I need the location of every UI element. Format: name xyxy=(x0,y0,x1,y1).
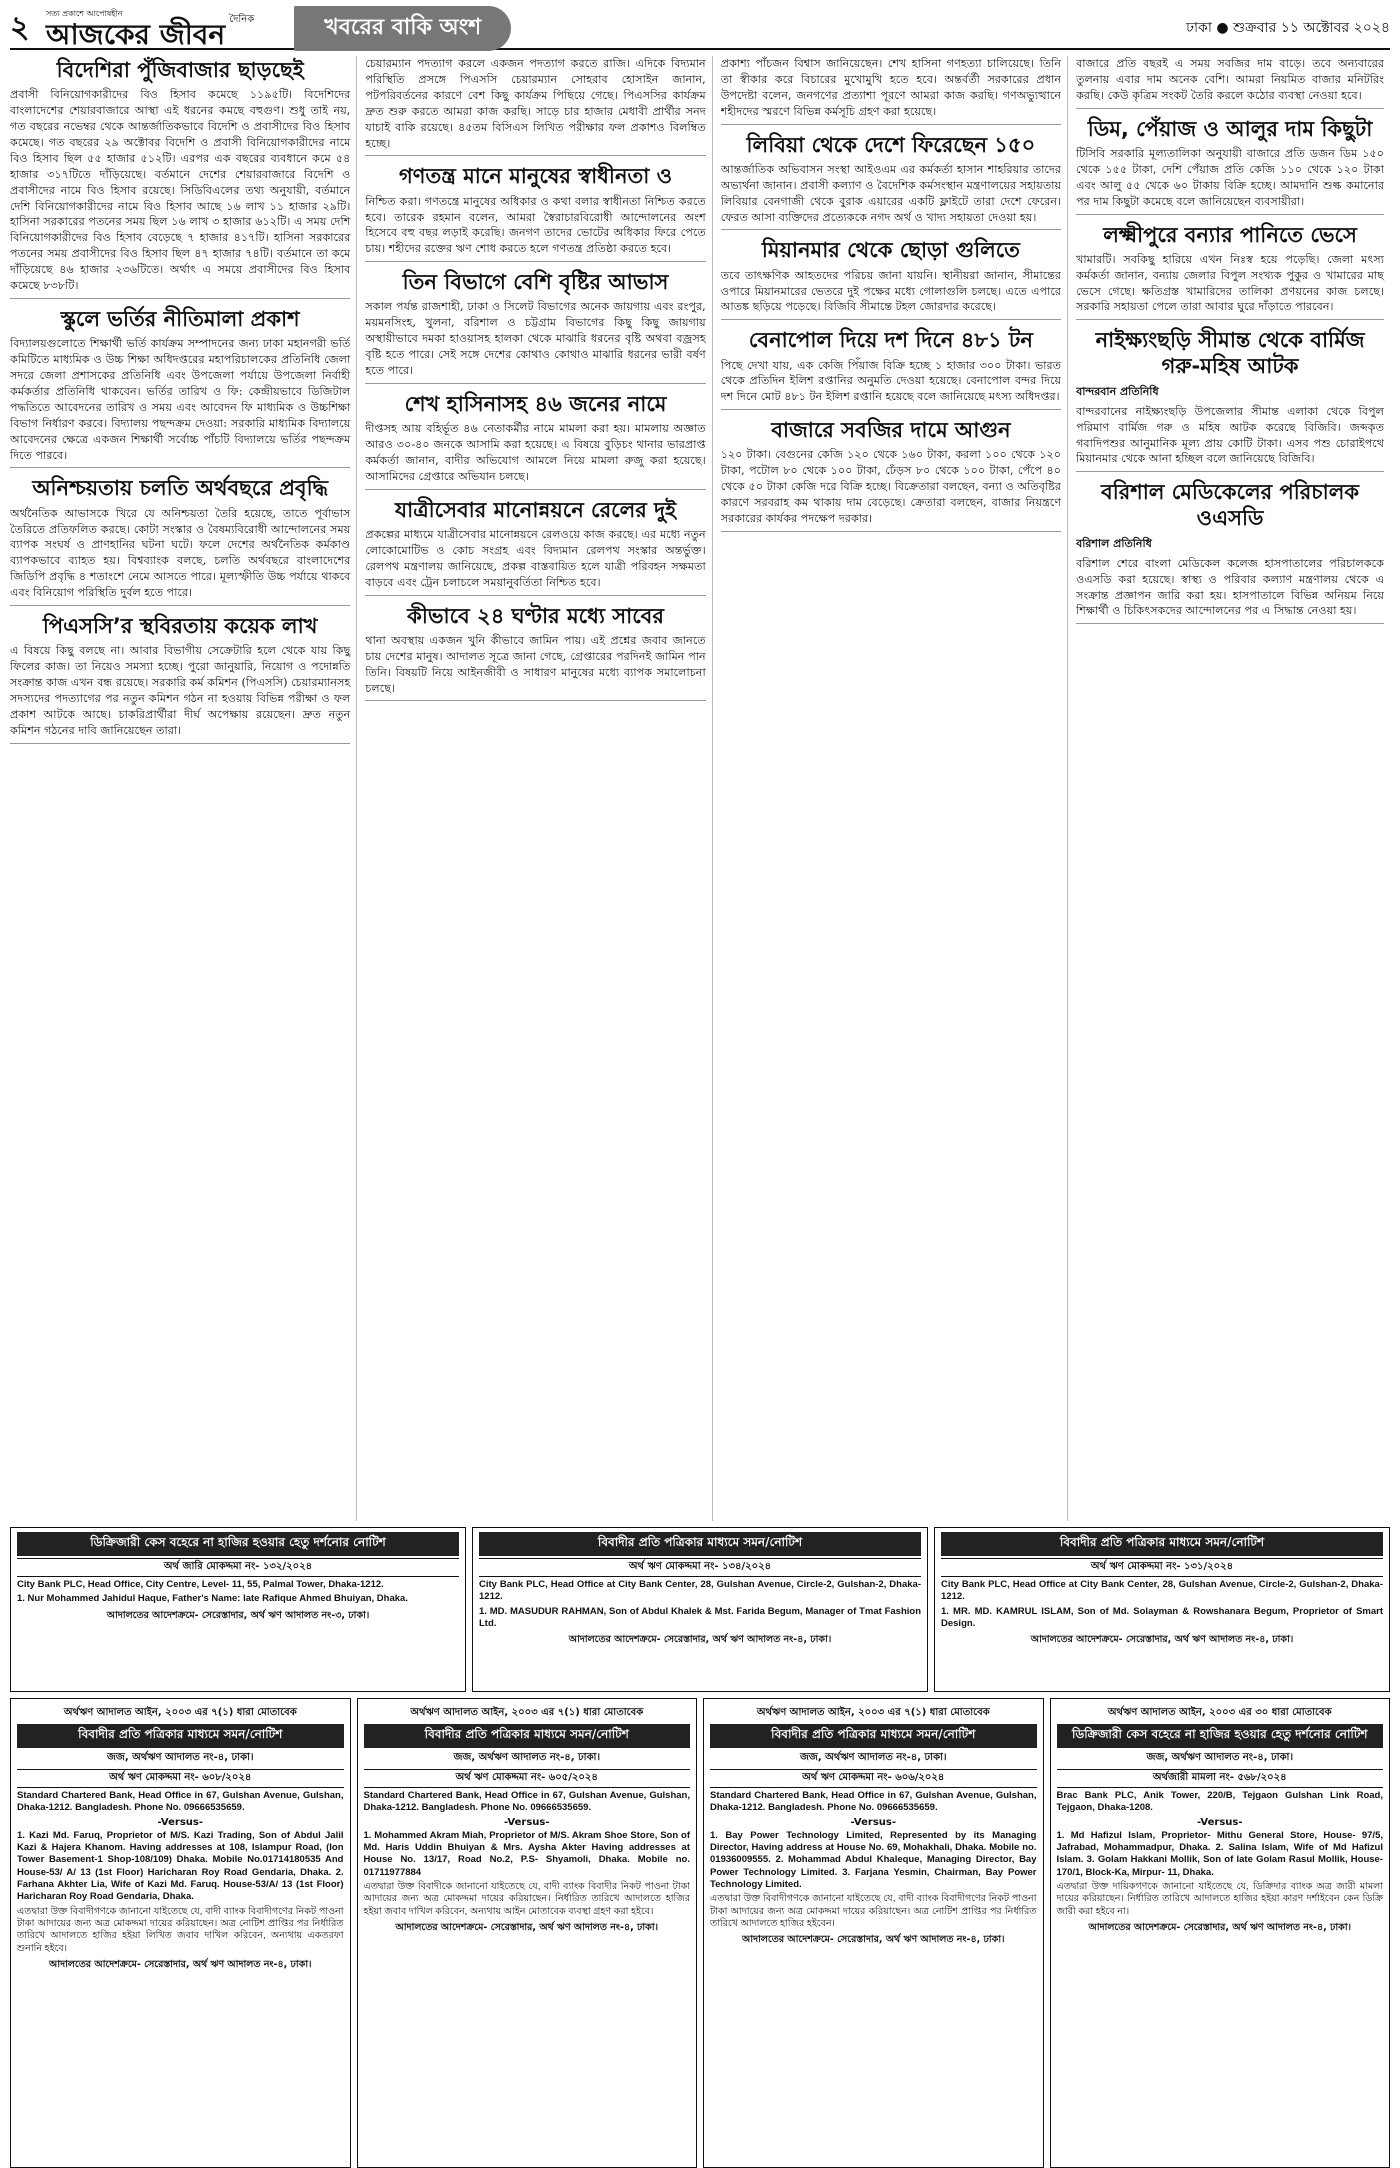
notice-case-number: অর্থ ঋণ মোকদ্দমা নং- ১৩৪/২০২৪ xyxy=(479,1558,921,1577)
story-body: চেয়ারম্যান পদত্যাগ করলে একজন পদত্যাগ করতে রাজি। এদিকে বিদ্যমান পরিস্থিতি প্রসঙ্গে পিএসসি চেয়ারম্যান সোহরাব হোসাইন জানান, পটপরিবর্তনের কারণে বেশ কিছু কার্যক্রম পিছিয়ে গেছে। পিএসসির কার্যক্রম দ্রুত শুরু করতে আমরা কাজ করছি। সাড়ে চার হাজার মেধাবী প্রার্থীর সনদ যাচাই বাকি রয়েছে। ৪৫তম বিসিএস লিখিত পরীক্ষার ফল প্রকাশও বিলম্বিত হচ্ছে। xyxy=(365,57,706,150)
notice-defendant: 1. MD. MASUDUR RAHMAN, Son of Abdul Khalek & Mst. Farida Begum, Manager of Tmat Fashion Ltd. xyxy=(479,1605,921,1630)
section-banner: খবরের বাকি অংশ xyxy=(294,6,511,51)
story-body: খামারটি। সবকিছু হারিয়ে এখন নিঃস্ব হয়ে পড়েছি। জেলা মৎস্য কর্মকর্তা জানান, বন্যায় জেলার বিপুল সংখ্যক পুকুর ও খামারের মাছ ভেসে গেছে। ক্ষতিগ্রস্ত খামারিদের তালিকা প্রণয়নের কাজ চলছে। সরকারি সহায়তা পেলে তারা আবার ঘুরে দাঁড়াতে পারবেন। xyxy=(1076,252,1385,314)
legal-notice xyxy=(934,1527,1390,1692)
notice-title: বিবাদীর প্রতি পত্রিকার মাধ্যমে সমন/নোটিশ xyxy=(710,1724,1037,1748)
notice-defendant: 1. Bay Power Technology Limited, Represented by its Managing Director, Having address at House No. 69, Mohakhali, Dhaka. Mobile no. 01936009555. 2. Mohammad Abdul Khaleque, Managing Director, Bay Power Technology Limited. 3. Farjana Yesmin, Chairman, Bay Power Technology Limited. xyxy=(710,1829,1037,1891)
news-story xyxy=(365,392,705,490)
news-story xyxy=(10,58,350,299)
news-story xyxy=(1076,117,1384,215)
news-story xyxy=(365,270,705,384)
story-headline[interactable]: বাজারে সবজির দামে আগুন xyxy=(771,418,1011,443)
news-story xyxy=(721,56,1061,125)
story-headline[interactable]: মিয়ানমার থেকে ছোড়া গুলিতে xyxy=(761,238,1020,263)
story-headline[interactable]: লিবিয়া থেকে দেশে ফিরেছেন ১৫০ xyxy=(746,132,1036,157)
notice-defendant: 1. Nur Mohammed Jahidul Haque, Father's Name: late Rafique Ahmed Bhuiyan, Dhaka. xyxy=(17,1593,408,1605)
story-body: সকাল পর্যন্ত রাজশাহী, ঢাকা ও সিলেট বিভাগের অনেক জায়গায় এবং রংপুর, ময়মনসিংহ, খুলনা, বরিশাল ও চট্টগ্রাম বিভাগের কিছু কিছু জায়গায় অস্থায়ীভাবে দমকা হাওয়াসহ হালকা থেকে মাঝারি ধরনের বৃষ্টি অথবা বজ্রসহ বৃষ্টি হতে পারে। সেই সঙ্গে দেশের কোথাও কোথাও মাঝারি ধরনের ভারী বর্ষণ হতে পারে। xyxy=(365,300,706,378)
notice-versus: -Versus- xyxy=(503,1816,550,1828)
story-body: প্রবাসী বিনিয়োগকারীদের বিও হিসাব কমেছে ১১৯৫টি। বিদেশিদের বাংলাদেশের শেয়ারবাজারে আস্থা এই ধরনের কমছে বহুগুণ। শুধু তাই নয়, গত বছরের নভেম্বর থেকে আন্তর্জাতিকভাবে বিদেশি ও প্রবাসীদের বিও হিসাব কমেছে। গত বছরের ২৯ অক্টোবর বিদেশি ও প্রবাসী বিনিয়োগকারীদের নামে বিও হিসাব ছিল ৫৫ হাজার ৫১২টি। এরপর এক বছরের ব্যবধানে কমে ৫৪ হাজার ৩১৭টিতে দাঁড়িয়েছে। বর্তমানে দেশের শেয়ারবাজারে বিদেশি ও প্রবাসীদের নামে বিও হিসাব রয়েছে। সিডিবিএলের তথ্য অনুযায়ী, বর্তমানে দেশি বিনিয়োগকারীদের নামে বিও হিসাব আছে ১৬ লাখ ১১ হাজার ২৯টি। হাসিনা সরকারের পতনের সময় ছিল ১৬ লাখ ৩ হাজার ৬১২টি। এ সময় দেশি বিনিয়োগকারীদের বিও হিসাব বেড়েছে ৭ হাজার ৪১৭টি। হাসিনা সরকারের পতনের সময় প্রবাসীদের বিও হিসাব ছিল ৪৭ হাজার ৭৪টি। বর্তমানে তা কমে দাঁড়িয়েছে ৪৬ হাজার ২৩৬টিতে। অর্থাৎ এ সময়ে প্রবাসীদের বিও হিসাব কমেছে ৮৩৮টি। xyxy=(10,88,351,293)
notice-court-name: জজ, অর্থঋণ আদালত নং-৪, ঢাকা। xyxy=(799,1752,947,1763)
story-headline[interactable]: ডিম, পেঁয়াজ ও আলুর দাম কিছুটা xyxy=(1087,116,1373,141)
notice-defendant: 1. Md Hafizul Islam, Proprietor- Mithu General Store, House- 97/5, Jafrabad, Mohammadpur, Dhaka. 2. Salina Islam, Wife of Md Hafizul Islam. 3. Golam Hakkani Mollik, Son of late Golam Rasul Mollik, House- 170/1, Block-Ka, Mirpur- 11, Dhaka. xyxy=(1056,1829,1383,1878)
notice-law: অর্থঋণ আদালত আইন, ২০০৩ এর ৭(১) ধারা মোতাবেক xyxy=(410,1707,644,1718)
news-story xyxy=(10,614,350,744)
notice-title: ডিক্রিজারী কেস বহেরে না হাজির হওয়ার হেতু দর্শনোর নোটিশ xyxy=(1057,1724,1384,1748)
story-headline[interactable]: লক্ষ্মীপুরে বন্যার পানিতে ভেসে xyxy=(1103,222,1357,247)
story-body: প্রকাশ্য পাঁচজন বিশ্বাস জানিয়েছেন। শেখ হাসিনা গণহত্যা চালিয়েছে। তিনি তা স্বীকার করে বিচারের মুখোমুখি হতে হবে। অন্তর্বর্তী সরকারের প্রধান উপদেষ্টা বলেন, জনগণের প্রত্যাশা পূরণে আমরা কাজ করছি। গণঅভ্যুত্থানে শহীদদের স্মরণে বিভিন্ন কর্মসূচি গ্রহণ করা হয়েছে। xyxy=(720,57,1062,118)
story-headline[interactable]: বিদেশিরা পুঁজিবাজার ছাড়ছেই xyxy=(56,58,304,82)
story-body: ১২০ টাকা। বেগুনের কেজি ১২০ থেকে ১৬০ টাকা, করলা ১০০ থেকে ১২০ টাকা, পটোল ৮০ থেকে ১০০ টাকা, ঢেঁড়স ৮০ থেকে ১০০ টাকা, পেঁপে ৪০ থেকে ৫০ টাকা কেজি দরে বিক্রি হচ্ছে। বিক্রেতারা বলছেন, বন্যা ও অতিবৃষ্টির কারণে সরবরাহ কম থাকায় দাম বেড়েছে। ক্রেতারা বলছেন, বাজার নিয়ন্ত্রণে সরকারের কার্যকর পদক্ষেপ দরকার। xyxy=(720,448,1062,526)
story-body: বরিশাল শেরে বাংলা মেডিকেল কলেজ হাসপাতালের পরিচালককে ওএসডি করা হয়েছে। স্বাস্থ্য ও পরিবার কল্যাণ মন্ত্রণালয় থেকে এ সংক্রান্ত প্রজ্ঞাপন জারি করা হয়। হাসপাতালে বিভিন্ন অনিয়ম নিয়ে শিক্ষার্থী ও চিকিৎসকদের আন্দোলনের পর এ সিদ্ধান্ত নেওয়া হয়। xyxy=(1076,556,1385,618)
notice-versus: -Versus- xyxy=(1196,1816,1243,1828)
news-story xyxy=(365,498,705,596)
notice-case-number: অর্থ ঋণ মোকদ্দমা নং- ৬০৮/২০২৪ xyxy=(17,1769,344,1788)
notice-defendant: 1. Kazi Md. Faruq, Proprietor of M/S. Kazi Trading, Son of Abdul Jalil Kazi & Hajera Khanom. Having addresses at 108, Islampur Road, (Ion Tower Basement-1 Shop-108/109) Dhaka. Mobile No.01714180535 And House-53/ A/ 13 (1st Floor) Haricharan Roy Road Gendaria, Dhaka. 2. Farhana Akhter Lia, Wife of Kazi Md. Faruq. House-53/A/ 13 (1st Floor) Haricharan Roy Road Gendaria, Dhaka. xyxy=(17,1829,344,1903)
notice-versus: -Versus- xyxy=(850,1816,896,1828)
notice-plaintiff: City Bank PLC, Head Office, City Centre, Level- 11, 55, Palmal Tower, Dhaka-1212. xyxy=(17,1579,384,1590)
story-headline[interactable]: নাইক্ষ্যংছড়ি সীমান্ত থেকে বার্মিজ গরু-মহিষ আটক xyxy=(1095,328,1365,378)
story-headline[interactable]: যাত্রীসেবার মানোন্নয়নে রেলের দুই xyxy=(395,497,677,522)
story-body: বান্দরবানের নাইক্ষ্যংছড়ি উপজেলার সীমান্ত এলাকা থেকে বিপুল পরিমাণ বার্মিজ গরু ও মহিষ আটক করেছে বিজিবি। জব্দকৃত গবাদিপশুর আনুমানিক মূল্য প্রায় কোটি টাকা। এসব পশু চোরাইপথে মিয়ানমার থেকে আনা হচ্ছিল বলে জানিয়েছে বিজিবি। xyxy=(1076,404,1385,466)
legal-notice xyxy=(703,1698,1044,2168)
news-story xyxy=(1076,480,1384,624)
story-body: অর্থনৈতিক আভাসকে খিরে যে অনিশ্চয়তা তৈরি হয়েছে, তাতে পূর্বাভাস তৈরিতে প্রতিফলিত করছে। কোটা সংস্কার ও বৈষম্যবিরোধী আন্দোলনের সময় ব্যাপক সংঘর্ষ ও প্রাণহানির ঘটনা ঘটে। ফলে দেশের অর্থনৈতিক কর্মকাণ্ড ব্যাপকভাবে ব্যাহত হয়। বিশ্বব্যাংক বলছে, চলতি অর্থবছরে বাংলাদেশের জিডিপি প্রবৃদ্ধি ৪ শতাংশে নেমে আসতে পারে। মূল্যস্ফীতি উচ্চ পর্যায়ে থাকবে এবং বিনিয়োগ পরিস্থিতি দুর্বল হতে পারে। xyxy=(10,506,351,600)
story-body: টিসিবি সরকারি মূল্যতালিকা অনুযায়ী বাজারে প্রতি ডজন ডিম ১৫০ থেকে ১৫৫ টাকা, দেশি পেঁয়াজ প্রতি কেজি ১১০ থেকে ১২০ টাকা এবং আলু ৫৫ থেকে ৬০ টাকায় বিক্রি হচ্ছে। আমদানি শুল্ক কমানোর পর দাম কিছুটা কমেছে বলে জানিয়েছেন ব্যবসায়ীরা। xyxy=(1076,146,1385,208)
story-headline[interactable]: শেখ হাসিনাসহ ৪৬ জনের নামে xyxy=(404,391,667,416)
notice-body: এতদ্বারা উক্ত বিবাদীগণকে জানানো যাইতেছে যে, বাদী ব্যাংক বিবাদীগণের নিকট পাওনা টাকা আদায়ের জন্য অত্র মোকদ্দমা দায়ের করিয়াছেন। অত্র নোটিশ প্রাপ্তির পর নির্ধারিত তারিখে আদালতে হাজির হইয়া লিখিত জবাব দাখিল করিবেন, অন্যথায় একতরফা শুনানি হইবে। xyxy=(17,1905,344,1954)
notice-body: এতদ্বারা উক্ত বিবাদীগণকে জানানো যাইতেছে যে, বাদী ব্যাংক বিবাদীগণের নিকট পাওনা টাকা আদায়ের জন্য অত্র মোকদ্দমা দায়ের করিয়াছেন। অত্র নোটিশ প্রাপ্তির পর নির্ধারিত তারিখে আদালতে হাজির হইবেন। xyxy=(710,1893,1037,1930)
notice-plaintiff: Brac Bank PLC, Anik Tower, 220/B, Tejgaon Gulshan Link Road, Tejgaon, Dhaka-1208. xyxy=(1056,1790,1383,1814)
notice-body: এতদ্বারা উক্ত বিবাদীকে জানানো যাইতেছে যে, বাদী ব্যাংক বিবাদীর নিকট পাওনা টাকা আদায়ের জন্য অত্র মোকদ্দমা দায়ের করিয়াছেন। নির্ধারিত তারিখে আদালতে হাজির হইয়া জবাব দাখিল করিবেন, অন্যথায় আইন মোতাবেক ব্যবস্থা গ্রহণ করা হইবে। xyxy=(363,1881,690,1917)
column-4 xyxy=(1076,56,1390,1521)
notice-title: বিবাদীর প্রতি পত্রিকার মাধ্যমে সমন/নোটিশ xyxy=(941,1532,1383,1556)
legal-notices-row-1 xyxy=(10,1527,1390,1692)
news-columns xyxy=(10,56,1390,1521)
notice-court-signature: আদালতের আদেশক্রমে- সেরেস্তাদার, অর্থ ঋণ আদালত নং-৪, ঢাকা। xyxy=(1030,1634,1294,1646)
story-body: বাজারে প্রতি বছরই এ সময় সবজির দাম বাড়ে। তবে অন্যবারের তুলনায় এবার দাম অনেক বেশি। আমরা নিয়মিত বাজার মনিটরিং করছি। কেউ কৃত্রিম সংকট তৈরি করলে কঠোর ব্যবস্থা নেওয়া হবে। xyxy=(1076,57,1385,102)
story-body: থানা অবস্থায় একজন খুনি কীভাবে জামিন পায়। এই প্রশ্নের জবাব জানতে চায় দেশের মানুষ। আদালত সূত্রে জানা গেছে, গ্রেপ্তারের পরদিনই জামিন পান তিনি। বিষয়টি নিয়ে আইনজীবী ও সাধারণ মানুষের মধ্যে ব্যাপক সমালোচনা চলছে। xyxy=(365,633,706,695)
notice-case-number: অর্থজারী মামলা নং- ৫৬৮/২০২৪ xyxy=(1057,1769,1384,1788)
notice-title: ডিক্রিজারী কেস বহেরে না হাজির হওয়ার হেতু দর্শনোর নোটিশ xyxy=(17,1532,459,1556)
news-story xyxy=(721,133,1061,231)
story-byline: বান্দরবান প্রতিনিধি xyxy=(1076,384,1159,398)
news-story xyxy=(721,328,1061,410)
legal-notice xyxy=(10,1527,466,1692)
notice-body: এতদ্বারা উক্ত দায়িকগণকে জানানো যাইতেছে যে, ডিক্রিদার ব্যাংক অত্র জারী মামলা দায়ের করিয়াছেন। নির্ধারিত তারিখে আদালতে হাজির হইয়া কারণ দর্শাইবেন কেন ডিক্রি জারী করা হইবে না। xyxy=(1056,1881,1383,1917)
story-headline[interactable]: তিন বিভাগে বেশি বৃষ্টির আভাস xyxy=(402,270,669,295)
paper-slogan: সত্য প্রকাশে আপোষহীন xyxy=(46,8,123,18)
story-body: এ বিষয়ে কিছু বলছে না। আবার বিভাগীয় সেক্রেটারি হলে থেকে যায় কিছু ফিলের কাজ। তা নিয়েও সমস্যা হচ্ছে। পুরো জানুয়ারি, নিয়োগ ও পদোন্নতি সংক্রান্ত কাজ এখন বন্ধ রয়েছে। সরকারি কর্ম কমিশন (পিএসসি) চেয়ারম্যানসহ সদস্যদের পদত্যাগের পর নতুন কমিশন গঠন না হওয়ায় বিভিন্ন পরীক্ষা ও ফল প্রকাশ আটকে আছে। চাকরিপ্রার্থীরা দীর্ঘ অপেক্ষায় রয়েছেন। দ্রুত নতুন কমিশন গঠনের দাবি জানিয়েছেন তারা। xyxy=(10,644,351,737)
story-headline[interactable]: কীভাবে ২৪ ঘণ্টার মধ্যে সাবের xyxy=(407,603,664,628)
notice-case-number: অর্থ ঋণ মোকদ্দমা নং- ১৩১/২০২৪ xyxy=(941,1558,1383,1577)
legal-notice xyxy=(10,1698,351,2168)
notice-court-name: জজ, অর্থঋণ আদালত নং-৪, ঢাকা। xyxy=(1146,1752,1294,1763)
story-body: তবে তাৎক্ষণিক আহতদের পরিচয় জানা যায়নি। স্থানীয়রা জানান, সীমান্তের ওপারে মিয়ানমারের ভেতরে দুই পক্ষের মধ্যে গোলাগুলি চলছে। এতে এপারে আতঙ্ক ছড়িয়ে পড়েছে। বিজিবি সীমান্তে টহল জোরদার করেছে। xyxy=(720,268,1062,314)
legal-notice xyxy=(472,1527,928,1692)
paper-tag: দৈনিক xyxy=(229,14,255,25)
story-headline[interactable]: পিএসসি’র স্থবিরতায় কয়েক লাখ xyxy=(42,614,318,639)
column-3 xyxy=(721,56,1068,1521)
paper-name: আজকের জীবন xyxy=(46,17,226,51)
paper-logo xyxy=(46,8,225,49)
news-story xyxy=(10,476,350,606)
story-body: নিশ্চিত করা। গণতন্ত্রে মানুষের অধিকার ও কথা বলার স্বাধীনতা নিশ্চিত করতে হবে। তারেক রহমান বলেন, আমরা স্বৈরাচারবিরোধী আন্দোলনের অংশ হিসেবে বহু বছর লড়াই করেছি। জনগণ তাদের ভোটের অধিকার ফিরে পেতে চায়। শহীদের রক্তের ঋণ শোধ করতে হলে গণতন্ত্র প্রতিষ্ঠা করতে হবে। xyxy=(365,194,706,256)
notice-case-number: অর্থ জারি মোকদ্দমা নং- ১৩২/২০২৪ xyxy=(17,1558,459,1577)
notice-law: অর্থঋণ আদালত আইন, ২০০৩ এর ৩০ ধারা মোতাবেক xyxy=(1107,1707,1332,1718)
notice-court-name: জজ, অর্থঋণ আদালত নং-৪, ঢাকা। xyxy=(106,1752,254,1763)
notice-court-signature: আদালতের আদেশক্রমে- সেরেস্তাদার, অর্থ ঋণ আদালত নং-৪, ঢাকা। xyxy=(395,1922,658,1934)
notice-court-signature: আদালতের আদেশক্রমে- সেরেস্তাদার, অর্থ ঋণ আদালত নং-৩, ঢাকা। xyxy=(106,1609,370,1621)
story-body: পিছে দেখা যায়, এক কেজি পিঁয়াজ বিক্রি হচ্ছে ১ হাজার ৩০০ টাকা। ভারত থেকে প্রতিদিন ইলিশ রপ্তানির অনুমতি দেওয়া হয়েছে। বেনাপোল বন্দর দিয়ে দশ দিনে মোট ৪৮১ টন ইলিশ রপ্তানি হয়েছে বলে জানিয়েছে মৎস্য অধিদপ্তর। xyxy=(720,358,1062,404)
column-1 xyxy=(10,56,357,1521)
dateline: ঢাকা ● শুক্রবার ১১ অক্টোবর ২০২৪ xyxy=(1186,20,1390,36)
news-story xyxy=(1076,56,1384,109)
news-story xyxy=(10,307,350,468)
notice-plaintiff: City Bank PLC, Head Office at City Bank Center, 28, Gulshan Avenue, Circle-2, Gulshan-2, Dhaka-1212. xyxy=(941,1579,1383,1603)
notice-court-signature: আদালতের আদেশক্রমে- সেরেস্তাদার, অর্থ ঋণ আদালত নং-৪, ঢাকা। xyxy=(1088,1922,1351,1934)
notice-law: অর্থঋণ আদালত আইন, ২০০৩ এর ৭(১) ধারা মোতাবেক xyxy=(756,1707,990,1718)
notice-title: বিবাদীর প্রতি পত্রিকার মাধ্যমে সমন/নোটিশ xyxy=(17,1724,344,1748)
page-number: ২ xyxy=(10,9,30,45)
story-body: বিদ্যালয়গুলোতে শিক্ষার্থী ভর্তি কার্যক্রম সম্পাদনের জন্য ঢাকা মহানগরী ভর্তি কমিটিতে মাধ্যমিক ও উচ্চ শিক্ষা অধিদপ্তরের মহাপরিচালকের প্রতিনিধি জেলা সদরে জেলা প্রশাসকের প্রতিনিধি এবং উপজেলা পর্যায়ে উপজেলা নির্বাহী কর্মকর্তার প্রতিনিধি থাকবেন। ভর্তির তারিখ ও ফি: কেন্দ্রীয়ভাবে ডিজিটাল পদ্ধতিতে আবেদনের তারিখ ও সময় এবং আবেদন ফি মাধ্যমিক ও উচ্চশিক্ষা বিভাগ নির্ধারণ করবে। বিদ্যালয় পছন্দক্রম দেওয়া: সরকারি মাধ্যমিক বিদ্যালয়ে আবেদনের ক্ষেত্রে একজন শিক্ষার্থী সর্বোচ্চ পাঁচটি বিদ্যালয়ে ভর্তির পছন্দক্রম দিতে পারবে। xyxy=(10,337,351,462)
notice-plaintiff: Standard Chartered Bank, Head Office in 67, Gulshan Avenue, Gulshan, Dhaka-1212. Bangladesh. Phone No. 09666535659. xyxy=(710,1790,1037,1814)
story-headline[interactable]: গণতন্ত্র মানে মানুষের স্বাধীনতা ও xyxy=(398,164,673,189)
notice-law: অর্থঋণ আদালত আইন, ২০০৩ এর ৭(১) ধারা মোতাবেক xyxy=(63,1707,297,1718)
notice-defendant: 1. Mohammed Akram Miah, Proprietor of M/S. Akram Shoe Store, Son of Md. Haris Uddin Bhuiyan & Mrs. Aysha Akter Having addresses at House No. 13/17, Road No.2, P.S- Shyamoli, Dhaka. Mobile no. 01711977884 xyxy=(363,1829,690,1878)
story-headline[interactable]: বরিশাল মেডিকেলের পরিচালক ওএসডি xyxy=(1101,480,1360,530)
notice-title: বিবাদীর প্রতি পত্রিকার মাধ্যমে সমন/নোটিশ xyxy=(479,1532,921,1556)
notice-plaintiff: City Bank PLC, Head Office at City Bank Center, 28, Gulshan Avenue, Circle-2, Gulshan-2, Dhaka-1212. xyxy=(479,1579,921,1603)
masthead xyxy=(10,8,1390,50)
notice-case-number: অর্থ ঋণ মোকদ্দমা নং- ৬০৫/২০২৪ xyxy=(364,1769,691,1788)
news-story xyxy=(365,56,705,156)
notice-plaintiff: Standard Chartered Bank, Head Office in 67, Gulshan Avenue, Gulshan, Dhaka-1212. Bangladesh. Phone No. 09666535659. xyxy=(17,1790,344,1814)
news-story xyxy=(1076,223,1384,321)
news-story xyxy=(721,238,1061,320)
notice-court-signature: আদালতের আদেশক্রমে- সেরেস্তাদার, অর্থ ঋণ আদালত নং-৪, ঢাকা। xyxy=(568,1634,832,1646)
news-story xyxy=(365,604,705,702)
legal-notice xyxy=(1050,1698,1391,2168)
notice-defendant: 1. MR. MD. KAMRUL ISLAM, Son of Md. Solayman & Rowshanara Begum, Proprietor of Smart Design. xyxy=(941,1605,1383,1630)
story-body: দীপ্তসহ আয় বহির্ভূত ৪৬ নেতাকর্মীর নামে মামলা করা হয়। মামলায় অজ্ঞাত আরও ৩০-৪০ জনকে আসামি করা হয়েছে। এ বিষয়ে বুড়িচং থানার ভারপ্রাপ্ত কর্মকর্তা জানান, বাদীর অভিযোগ আমলে নিয়ে মামলা রুজু করা হয়েছে। আসামিদের গ্রেপ্তারে অভিযান চলছে। xyxy=(365,422,706,483)
notice-court-signature: আদালতের আদেশক্রমে- সেরেস্তাদার, অর্থ ঋণ আদালত নং-৪, ঢাকা। xyxy=(49,1959,312,1971)
notice-case-number: অর্থ ঋণ মোকদ্দমা নং- ৬০৬/২০২৪ xyxy=(710,1769,1037,1788)
story-byline: বরিশাল প্রতিনিধি xyxy=(1076,536,1152,550)
story-headline[interactable]: স্কুলে ভর্তির নীতিমালা প্রকাশ xyxy=(60,306,300,331)
story-headline[interactable]: অনিশ্চয়তায় চলতি অর্থবছরে প্রবৃদ্ধি xyxy=(32,476,328,501)
news-story xyxy=(1076,328,1384,472)
legal-notice xyxy=(357,1698,698,2168)
notice-court-name: জজ, অর্থঋণ আদালত নং-৪, ঢাকা। xyxy=(453,1752,601,1763)
story-body: আন্তর্জাতিক অভিবাসন সংস্থা আইওএম এর কর্মকর্তা হাসান শাহরিয়ার তাদের অভ্যর্থনা জানান। প্রবাসী কল্যাণ ও বৈদেশিক কর্মসংস্থান মন্ত্রণালয়ের সহায়তায় লিবিয়ার বেনগাজী থেকে বুরাক এয়ারের একটি ফ্লাইটে তারা দেশে ফেরেন। ফেরত আসা ব্যক্তিদের প্রত্যেককে নগদ অর্থ ও খাদ্য সহায়তা দেওয়া হয়। xyxy=(720,162,1062,224)
legal-notices-row-2 xyxy=(10,1698,1390,2168)
notice-plaintiff: Standard Chartered Bank, Head Office in 67, Gulshan Avenue, Gulshan, Dhaka-1212. Bangladesh. Phone No. 09666535659. xyxy=(363,1790,690,1814)
news-story xyxy=(365,164,705,262)
notice-versus: -Versus- xyxy=(157,1816,203,1828)
story-body: প্রকল্পের মাধ্যমে যাত্রীসেবার মানোন্নয়নে রেলওয়ে কাজ করছে। এর মধ্যে নতুন লোকোমোটিভ ও কোচ সংগ্রহ এবং বিদ্যমান রেলপথ সংস্কার অন্তর্ভুক্ত। রেলপথ মন্ত্রণালয় জানিয়েছে, প্রকল্প বাস্তবায়িত হলে যাত্রী পরিবহন সক্ষমতা বাড়বে এবং ট্রেন চলাচলে সময়ানুবর্তিতা নিশ্চিত হবে। xyxy=(365,527,706,589)
column-2 xyxy=(365,56,712,1521)
notice-title: বিবাদীর প্রতি পত্রিকার মাধ্যমে সমন/নোটিশ xyxy=(364,1724,691,1748)
story-headline[interactable]: বেনাপোল দিয়ে দশ দিনে ৪৮১ টন xyxy=(748,328,1033,353)
news-story xyxy=(721,418,1061,532)
notice-court-signature: আদালতের আদেশক্রমে- সেরেস্তাদার, অর্থ ঋণ আদালত নং-৪, ঢাকা। xyxy=(742,1934,1005,1946)
